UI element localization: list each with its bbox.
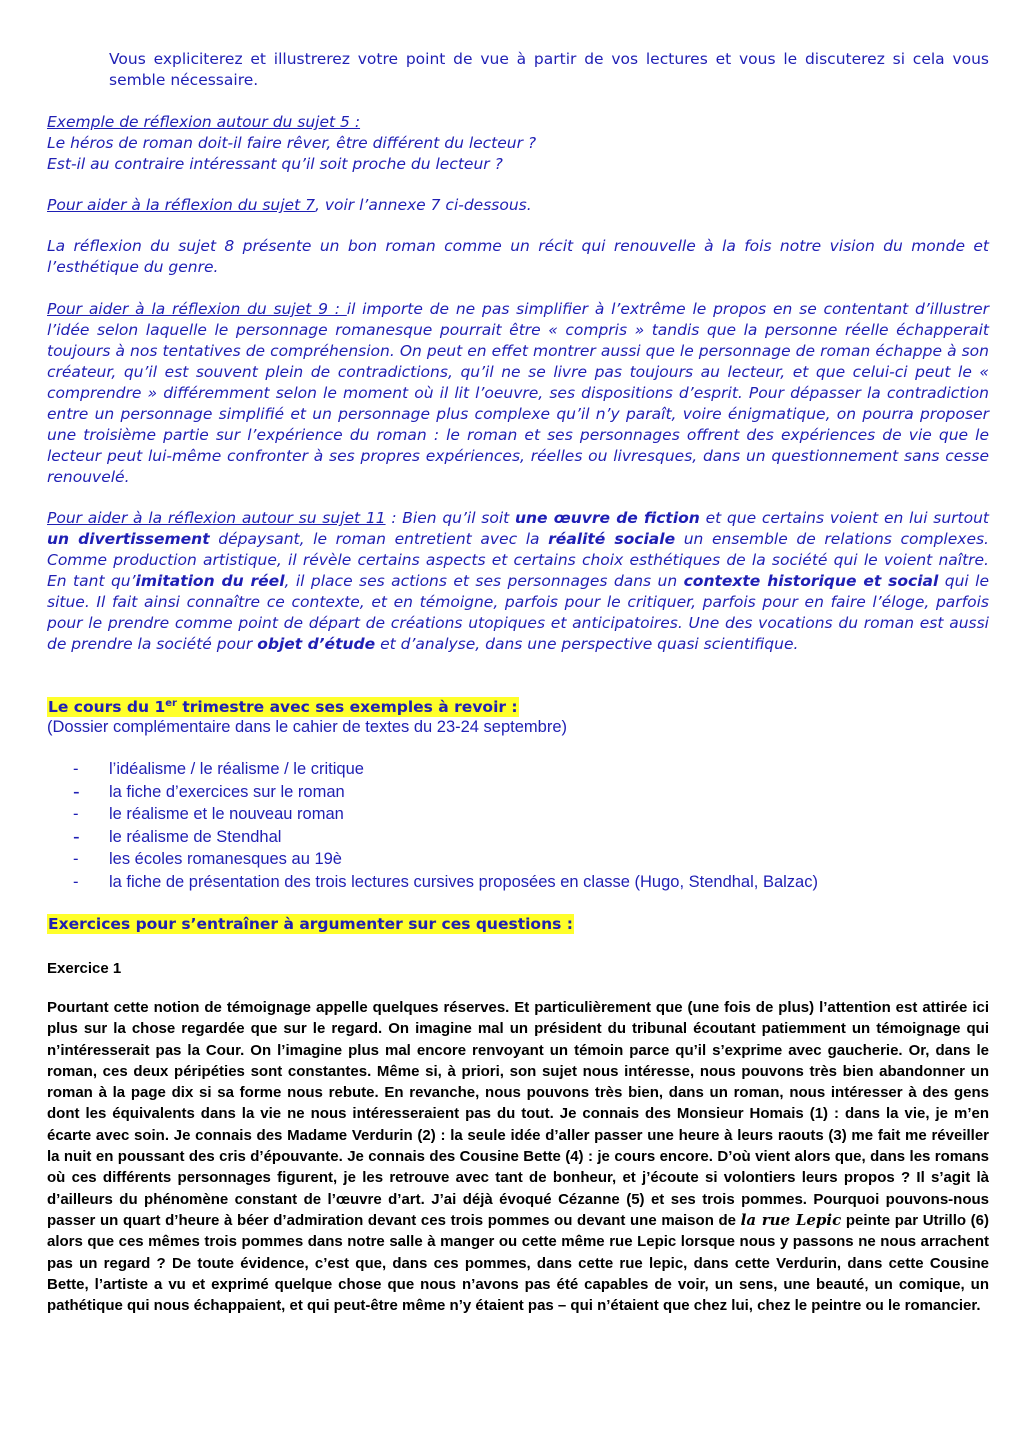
sujet11-bold-6: objet d’étude bbox=[257, 635, 376, 653]
exercice-1-text bbox=[47, 997, 989, 1316]
sujet5-title: Exemple de réflexion autour du sujet 5 : bbox=[47, 113, 361, 131]
sujet11-text-3: dépaysant, le roman entretient avec la bbox=[209, 530, 549, 548]
list-dash: - bbox=[73, 760, 79, 778]
sujet7-block bbox=[47, 195, 989, 216]
list-item-text: l’idéalisme / le réalisme / le critique bbox=[109, 760, 364, 778]
cours-heading-a: Le cours du 1 bbox=[48, 698, 166, 716]
sujet11-text-1: : Bien qu’il soit bbox=[385, 509, 515, 527]
cours-subnote: (Dossier complémentaire dans le cahier de textes du 23-24 septembre) bbox=[47, 718, 568, 736]
sujet11-text-5: , il place ses actions et ses personnages dans un bbox=[284, 572, 684, 590]
cours-list bbox=[70, 758, 990, 894]
sujet11-bold-3: réalité sociale bbox=[548, 530, 676, 548]
list-item-text: le réalisme de Stendhal bbox=[109, 827, 282, 846]
exercice-1-title: Exercice 1 bbox=[47, 960, 122, 977]
sujet11-text-6: qui le situe. Il fait ainsi connaître ce contexte, et en témoigne, parfois pour le critiquer, parfois pour en faire l’éloge, parfois pour le prendre comme point de départ de créations utopiques et anticipatoires. Une des vocations du roman est aussi de prendre la société pour bbox=[47, 572, 989, 653]
sujet7-link: Pour aider à la réflexion du sujet 7 bbox=[47, 196, 315, 214]
sujet11-text-2: et que certains voient en lui surtout bbox=[699, 509, 989, 527]
sujet11-bold-4: imitation du réel bbox=[135, 572, 285, 590]
intro-paragraph bbox=[109, 49, 989, 91]
list-dash: - bbox=[73, 825, 80, 848]
sujet5-question-2: Est-il au contraire intéressant qu’il soit proche du lecteur ? bbox=[47, 155, 503, 173]
list-dash: - bbox=[73, 872, 79, 891]
list-item-text: le réalisme et le nouveau roman bbox=[109, 805, 344, 824]
list-item bbox=[70, 803, 990, 826]
list-dash: - bbox=[73, 805, 79, 824]
list-item-text: la fiche d’exercices sur le roman bbox=[109, 782, 345, 801]
sujet8-text: La réflexion du sujet 8 présente un bon roman comme un récit qui renouvelle à la fois notre vision du monde et l’esthétique du genre. bbox=[47, 237, 989, 276]
cours-heading-b: trimestre avec ses exemples à revoir : bbox=[176, 698, 518, 716]
sujet11-bold-1: une œuvre de fiction bbox=[514, 509, 700, 527]
cours-heading-sup: er bbox=[165, 697, 177, 709]
list-dash: - bbox=[73, 850, 79, 869]
sujet9-link: Pour aider à la réflexion du sujet 9 : bbox=[47, 300, 347, 318]
sujet5-question-1: Le héros de roman doit-il faire rêver, être différent du lecteur ? bbox=[47, 134, 537, 152]
exercice-1-text-a: Pourtant cette notion de témoignage appelle quelques réserves. Et particulièrement que (une fois de plus) l’attention est attirée ici plus sur la chose regardée que sur le regard. On imagine mal un président du tribunal écoutant patiemment un témoignage qui n’intéresserait pas la Cour. On l’imagine plus mal encore renvoyant un témoin parce qu’il s’exprime avec gaucherie. Or, dans le roman, ces deux péripéties sont constantes. Même si, à priori, son sujet nous intéresse, nous pouvons très bien abandonner un roman à la page dix si sa forme nous rebute. En revanche, nous pouvons très bien, dans un roman, nous intéresser à des gens dont les équivalents dans la vie ne nous intéresseraient pas du tout. Je connais des Monsieur Homais (1) : dans la vie, je m’en écarte avec soin. Je connais des Madame Verdurin (2) : la seule idée d’aller passer une heure à leurs raouts (3) me fait me réveiller la nuit en poussant des cris d’épouvante. Je connais des Cousine Bette (4) : je cours encore. D’où vient alors que, dans les romans où ces différents personnages figurent, je les retrouve avec tant de bonheur, et j’écoute si volontiers leurs propos ? Il s’agit là d’ailleurs du phénomène constant de l’œuvre d’art. J’ai déjà évoqué Cézanne (5) et ses trois pommes. Pourquoi pouvons-nous passer un quart d’heure à béer d’admiration devant ces trois pommes ou devant une maison de bbox=[47, 999, 989, 1229]
list-item-text: les écoles romanesques au 19è bbox=[109, 850, 342, 869]
sujet11-bold-2: un divertissement bbox=[47, 530, 210, 548]
sujet9-paragraph bbox=[47, 299, 989, 488]
sujet11-text-7: et d’analyse, dans une perspective quasi scientifique. bbox=[375, 635, 799, 653]
list-item bbox=[70, 781, 990, 804]
exercice-1-rue-lepic: la rue Lepic bbox=[740, 1210, 842, 1229]
exercice-1-text-b: peinte par Utrillo (6) alors que ces mêmes trois pommes dans notre salle à manger ou cette même rue Lepic lorsque nous y passons ne nous arrachent pas un regard ? De toute évidence, c’est que, dans ces pommes, dans cette rue lepic, dans cette Verdurin, dans cette Cousine Bette, l’artiste a vu et exprimé quelque chose que nous n’avons pas été capables de voir, un sens, une beauté, un comique, un pathétique qui nous échappaient, et qui peut-être même n’y étaient pas – qui n’étaient que chez lui, chez le peintre ou le romancier. bbox=[47, 1211, 990, 1315]
list-item bbox=[70, 871, 990, 894]
sujet9-text: il importe de ne pas simplifier à l’extrême le propos en se contentant d’illustrer l’idée selon laquelle le personnage romanesque pourrait être « compris » tandis que la personne réelle échapperait toujours à nos tentatives de compréhension. On peut en effet montrer aussi que le personnage de roman échappe à son créateur, qu’il est souvent plein de contradictions, qu’il ne se livre pas toujours au lecteur, et que celui-ci peut le « comprendre » différemment selon le moment où il lit l’oeuvre, ses dispositions d’esprit. Pour dépasser la contradiction entre un personnage simplifié et un personnage plus complexe qu’il n’y paraît, voire énigmatique, on pourra proposer une troisième partie sur l’expérience du roman : le roman et ses personnages offrent des expériences de vie que le lecteur peut lui-même confronter à ses propres expériences, réelles ou livresques, dans un questionnement sans cesse renouvelé. bbox=[47, 300, 989, 486]
sujet11-text-4: un ensemble de relations complexes. Comme production artistique, il révèle certains aspects et certains choix esthétiques de la société qui le voient naître. En tant qu’ bbox=[47, 530, 989, 590]
list-item bbox=[70, 848, 990, 871]
sujet11-bold-5: contexte historique et social bbox=[683, 572, 939, 590]
sujet7-text: , voir l’annexe 7 ci-dessous. bbox=[314, 196, 532, 214]
list-item bbox=[70, 826, 990, 849]
list-item bbox=[70, 758, 990, 781]
list-item-text: la fiche de présentation des trois lectures cursives proposées en classe (Hugo, Stendhal, Balzac) bbox=[109, 872, 818, 891]
intro-text: Vous expliciterez et illustrerez votre point de vue à partir de vos lectures et vous le discuterez si cela vous semble nécessaire. bbox=[109, 50, 989, 89]
sujet11-paragraph bbox=[47, 508, 989, 655]
cours-heading bbox=[47, 697, 519, 717]
exercices-heading: Exercices pour s’entraîner à argumenter sur ces questions : bbox=[48, 915, 573, 933]
sujet11-link: Pour aider à la réflexion autour su sujet 11 bbox=[47, 509, 386, 527]
list-dash: - bbox=[73, 780, 80, 803]
sujet8-paragraph bbox=[47, 236, 989, 278]
sujet5-block bbox=[47, 112, 989, 175]
